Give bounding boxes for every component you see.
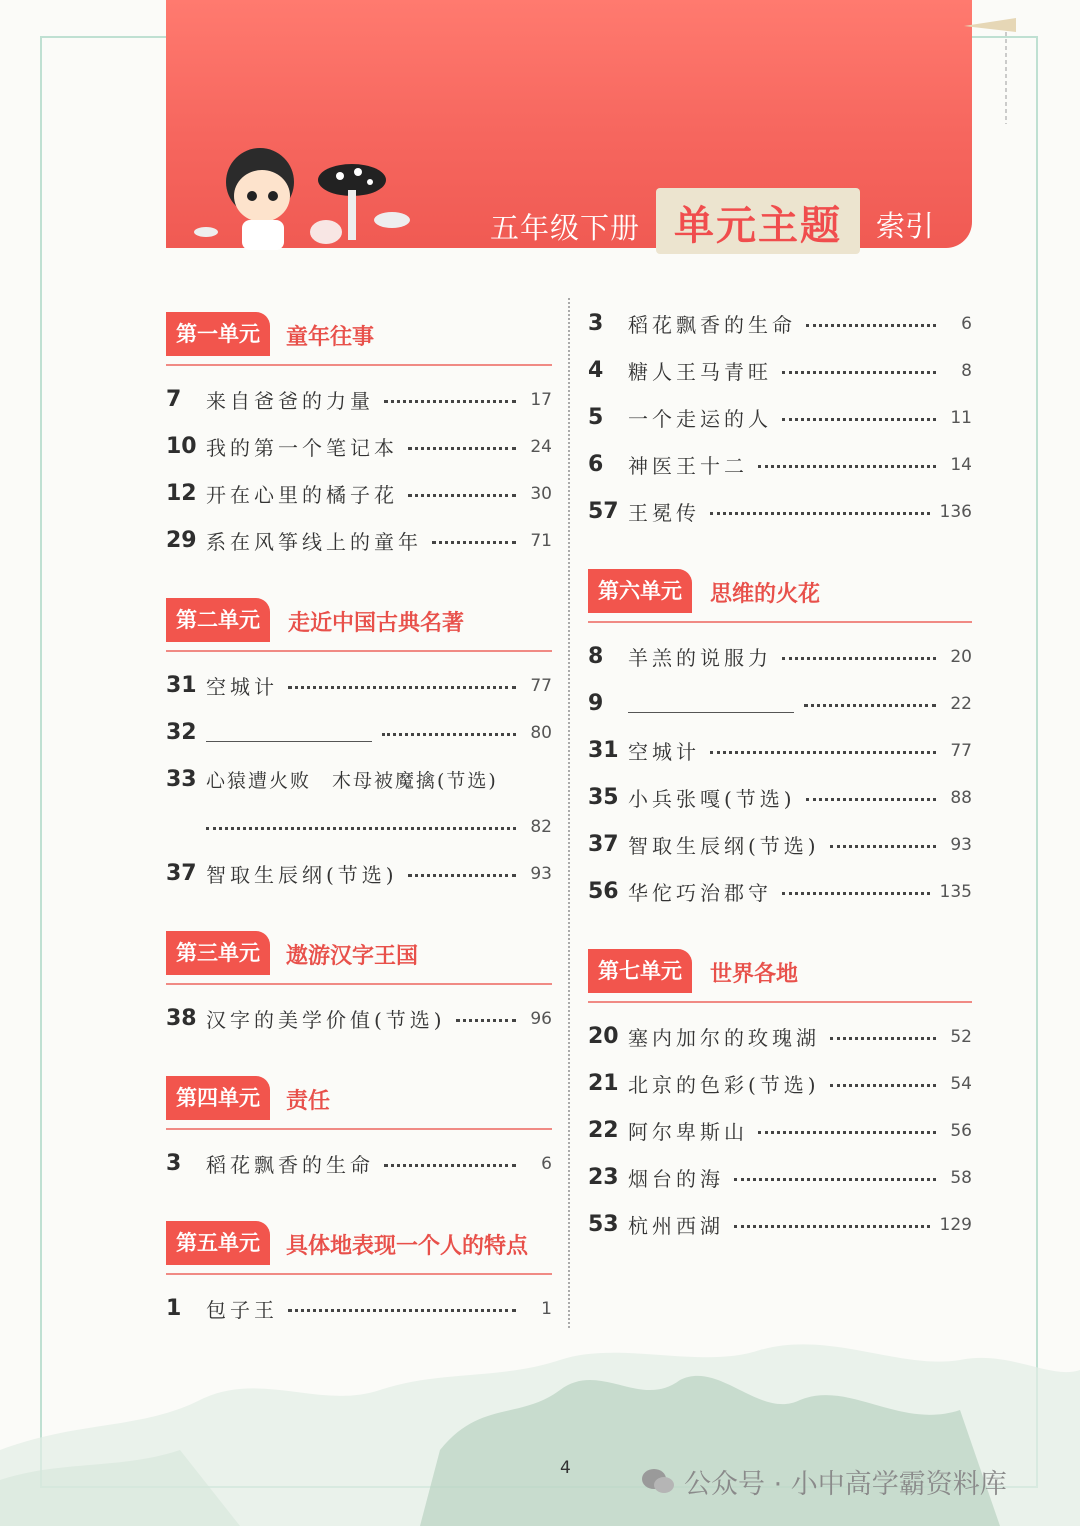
item-page: 20 xyxy=(950,646,972,667)
page-title: 单元主题 xyxy=(674,203,842,249)
item-page: 11 xyxy=(950,407,972,428)
list-item[interactable] xyxy=(588,488,972,535)
list-item[interactable] xyxy=(166,662,552,709)
leader-dots xyxy=(782,418,936,421)
unit-underline xyxy=(166,364,552,366)
list-item[interactable] xyxy=(588,1013,972,1060)
unit-tag: 第四单元 xyxy=(166,1076,270,1120)
item-number: 37 xyxy=(588,832,619,857)
item-title: 一个走运的人 xyxy=(628,407,772,431)
item-number: 1 xyxy=(166,1296,182,1321)
item-page: 24 xyxy=(530,436,552,457)
item-title: 神医王十二 xyxy=(628,454,748,478)
item-page: 6 xyxy=(961,313,972,334)
list-item[interactable] xyxy=(166,850,552,897)
list-item[interactable] xyxy=(588,680,972,727)
page-number: 4 xyxy=(560,1458,571,1478)
item-page: 52 xyxy=(950,1026,972,1047)
item-page: 93 xyxy=(950,834,972,855)
leader-dots xyxy=(758,465,936,468)
item-page: 96 xyxy=(530,1008,552,1029)
list-item[interactable] xyxy=(166,1140,552,1187)
leader-dots xyxy=(710,751,936,754)
item-page: 17 xyxy=(530,389,552,410)
leader-dots xyxy=(782,657,936,660)
leader-dots xyxy=(734,1178,936,1181)
item-number: 31 xyxy=(166,673,197,698)
item-title: 阿尔卑斯山 xyxy=(628,1120,748,1144)
leader-dots xyxy=(710,512,930,515)
item-number: 10 xyxy=(166,434,197,459)
item-page: 77 xyxy=(530,675,552,696)
item-number: 6 xyxy=(588,452,604,477)
leader-dots xyxy=(384,1164,516,1167)
unit-header xyxy=(166,925,552,987)
item-page: 129 xyxy=(939,1214,972,1235)
item-title: 智取生辰纲(节选) xyxy=(628,834,820,858)
leader-dots xyxy=(830,1084,936,1087)
blank-fill-line xyxy=(206,723,372,742)
item-number: 3 xyxy=(588,311,604,336)
unit-tag: 第三单元 xyxy=(166,931,270,975)
list-item[interactable] xyxy=(588,441,972,488)
unit-name: 走近中国古典名著 xyxy=(288,611,465,636)
leader-dots xyxy=(408,447,516,450)
list-item[interactable] xyxy=(588,868,972,915)
item-title: 心猿遭火败 木母被魔擒(节选) xyxy=(206,770,498,792)
item-number: 57 xyxy=(588,499,619,524)
grade-label: 五年级下册 xyxy=(490,211,641,245)
list-item[interactable] xyxy=(588,821,972,868)
item-title: 系在风筝线上的童年 xyxy=(206,530,422,554)
item-number: 4 xyxy=(588,358,604,383)
item-title: 糖人王马青旺 xyxy=(628,360,772,384)
item-title: 小兵张嘎(节选) xyxy=(628,787,796,811)
title-suffix: 索引 xyxy=(876,209,935,243)
unit-name: 具体地表现一个人的特点 xyxy=(286,1234,529,1259)
item-page: 136 xyxy=(939,501,972,522)
unit-underline xyxy=(588,1001,972,1003)
list-item[interactable] xyxy=(588,300,972,347)
leader-dots xyxy=(758,1131,936,1134)
item-number: 3 xyxy=(166,1151,182,1176)
item-title: 烟台的海 xyxy=(628,1167,724,1191)
ornament-decoration xyxy=(960,6,1020,126)
item-number: 8 xyxy=(588,644,604,669)
item-title: 北京的色彩(节选) xyxy=(628,1073,820,1097)
right-column xyxy=(588,300,972,1248)
item-number: 38 xyxy=(166,1006,197,1031)
item-number: 7 xyxy=(166,387,182,412)
wechat-icon xyxy=(640,1466,676,1496)
left-column xyxy=(166,306,552,1332)
unit-header xyxy=(166,1215,552,1277)
item-number: 32 xyxy=(166,720,197,745)
item-title: 王冕传 xyxy=(628,501,700,525)
item-number: 29 xyxy=(166,528,197,553)
leader-dots xyxy=(734,1225,930,1228)
item-number: 12 xyxy=(166,481,197,506)
list-item[interactable] xyxy=(588,1060,972,1107)
item-page: 22 xyxy=(950,693,972,714)
item-page: 6 xyxy=(541,1153,552,1174)
item-number: 37 xyxy=(166,861,197,886)
list-item[interactable] xyxy=(588,727,972,774)
list-item[interactable] xyxy=(166,470,552,517)
list-item[interactable] xyxy=(588,1107,972,1154)
list-item[interactable] xyxy=(166,517,552,564)
list-item[interactable] xyxy=(588,1201,972,1248)
unit-name: 童年往事 xyxy=(286,325,375,350)
item-title: 稻花飘香的生命 xyxy=(206,1153,374,1177)
unit-header xyxy=(588,943,972,1005)
item-number: 23 xyxy=(588,1165,619,1190)
cartoon-boy-illustration xyxy=(176,140,416,250)
list-item[interactable] xyxy=(166,756,552,803)
unit-underline xyxy=(588,621,972,623)
item-title: 开在心里的橘子花 xyxy=(206,483,398,507)
item-number: 31 xyxy=(588,738,619,763)
list-item-continued xyxy=(166,803,552,850)
list-item[interactable] xyxy=(166,423,552,470)
unit-name: 遨游汉字王国 xyxy=(286,944,419,969)
item-number: 53 xyxy=(588,1212,619,1237)
item-number: 9 xyxy=(588,691,604,716)
list-item[interactable] xyxy=(166,995,552,1042)
leader-dots xyxy=(830,845,936,848)
unit-name: 思维的火花 xyxy=(710,582,821,607)
leader-dots xyxy=(782,371,936,374)
leader-dots xyxy=(830,1037,936,1040)
item-page: 135 xyxy=(939,881,972,902)
leader-dots xyxy=(806,798,936,801)
list-item[interactable] xyxy=(166,709,552,756)
item-title: 华佗巧治郡守 xyxy=(628,881,772,905)
list-item[interactable] xyxy=(588,633,972,680)
item-number: 33 xyxy=(166,767,197,792)
item-number: 21 xyxy=(588,1071,619,1096)
item-page: 71 xyxy=(530,530,552,551)
unit-underline xyxy=(166,1273,552,1275)
item-page: 30 xyxy=(530,483,552,504)
unit-tag: 第六单元 xyxy=(588,569,692,613)
item-number: 5 xyxy=(588,405,604,430)
unit-header xyxy=(166,306,552,368)
item-page: 56 xyxy=(950,1120,972,1141)
item-page: 88 xyxy=(950,787,972,808)
leader-dots xyxy=(384,400,516,403)
list-item[interactable] xyxy=(588,774,972,821)
leader-dots xyxy=(408,494,516,497)
item-page: 93 xyxy=(530,863,552,884)
watermark-text: 公众号 · 小中高学霸资料库 xyxy=(684,1469,1007,1500)
unit-tag: 第七单元 xyxy=(588,949,692,993)
leader-dots xyxy=(456,1019,516,1022)
unit-tag: 第二单元 xyxy=(166,598,270,642)
item-title: 稻花飘香的生命 xyxy=(628,313,796,337)
item-page: 58 xyxy=(950,1167,972,1188)
unit-header xyxy=(166,1070,552,1132)
item-number: 22 xyxy=(588,1118,619,1143)
leader-dots xyxy=(804,704,936,707)
leader-dots xyxy=(782,892,930,895)
item-title: 杭州西湖 xyxy=(628,1214,724,1238)
item-number: 20 xyxy=(588,1024,619,1049)
item-number: 35 xyxy=(588,785,619,810)
unit-tag: 第五单元 xyxy=(166,1221,270,1265)
item-title: 空城计 xyxy=(206,675,278,699)
item-title: 空城计 xyxy=(628,740,700,764)
item-page: 77 xyxy=(950,740,972,761)
item-page: 80 xyxy=(530,722,552,743)
item-page: 54 xyxy=(950,1073,972,1094)
list-item[interactable] xyxy=(166,1285,552,1332)
leader-dots xyxy=(806,324,936,327)
list-item[interactable] xyxy=(588,1154,972,1201)
item-number: 56 xyxy=(588,879,619,904)
unit-underline xyxy=(166,1128,552,1130)
unit-underline xyxy=(166,650,552,652)
leader-dots xyxy=(206,827,516,830)
item-title: 来自爸爸的力量 xyxy=(206,389,374,413)
item-page: 82 xyxy=(530,816,552,837)
leader-dots xyxy=(432,541,516,544)
item-title: 我的第一个笔记本 xyxy=(206,436,398,460)
leader-dots xyxy=(288,1309,516,1312)
column-divider xyxy=(568,298,570,1328)
unit-name: 世界各地 xyxy=(710,962,799,987)
list-item[interactable] xyxy=(588,347,972,394)
item-title: 汉字的美学价值(节选) xyxy=(206,1008,446,1032)
leader-dots xyxy=(382,733,516,736)
item-title: 包子王 xyxy=(206,1298,278,1322)
leader-dots xyxy=(288,686,516,689)
blank-fill-line xyxy=(628,694,794,713)
unit-header xyxy=(588,563,972,625)
item-title: 羊羔的说服力 xyxy=(628,646,772,670)
item-page: 8 xyxy=(961,360,972,381)
leader-dots xyxy=(408,874,516,877)
list-item[interactable] xyxy=(588,394,972,441)
unit-underline xyxy=(166,983,552,985)
item-title: 智取生辰纲(节选) xyxy=(206,863,398,887)
list-item[interactable] xyxy=(166,376,552,423)
unit-header xyxy=(166,592,552,654)
item-page: 1 xyxy=(541,1298,552,1319)
unit-tag: 第一单元 xyxy=(166,312,270,356)
unit-name: 责任 xyxy=(286,1089,331,1114)
item-title: 塞内加尔的玫瑰湖 xyxy=(628,1026,820,1050)
item-page: 14 xyxy=(950,454,972,475)
